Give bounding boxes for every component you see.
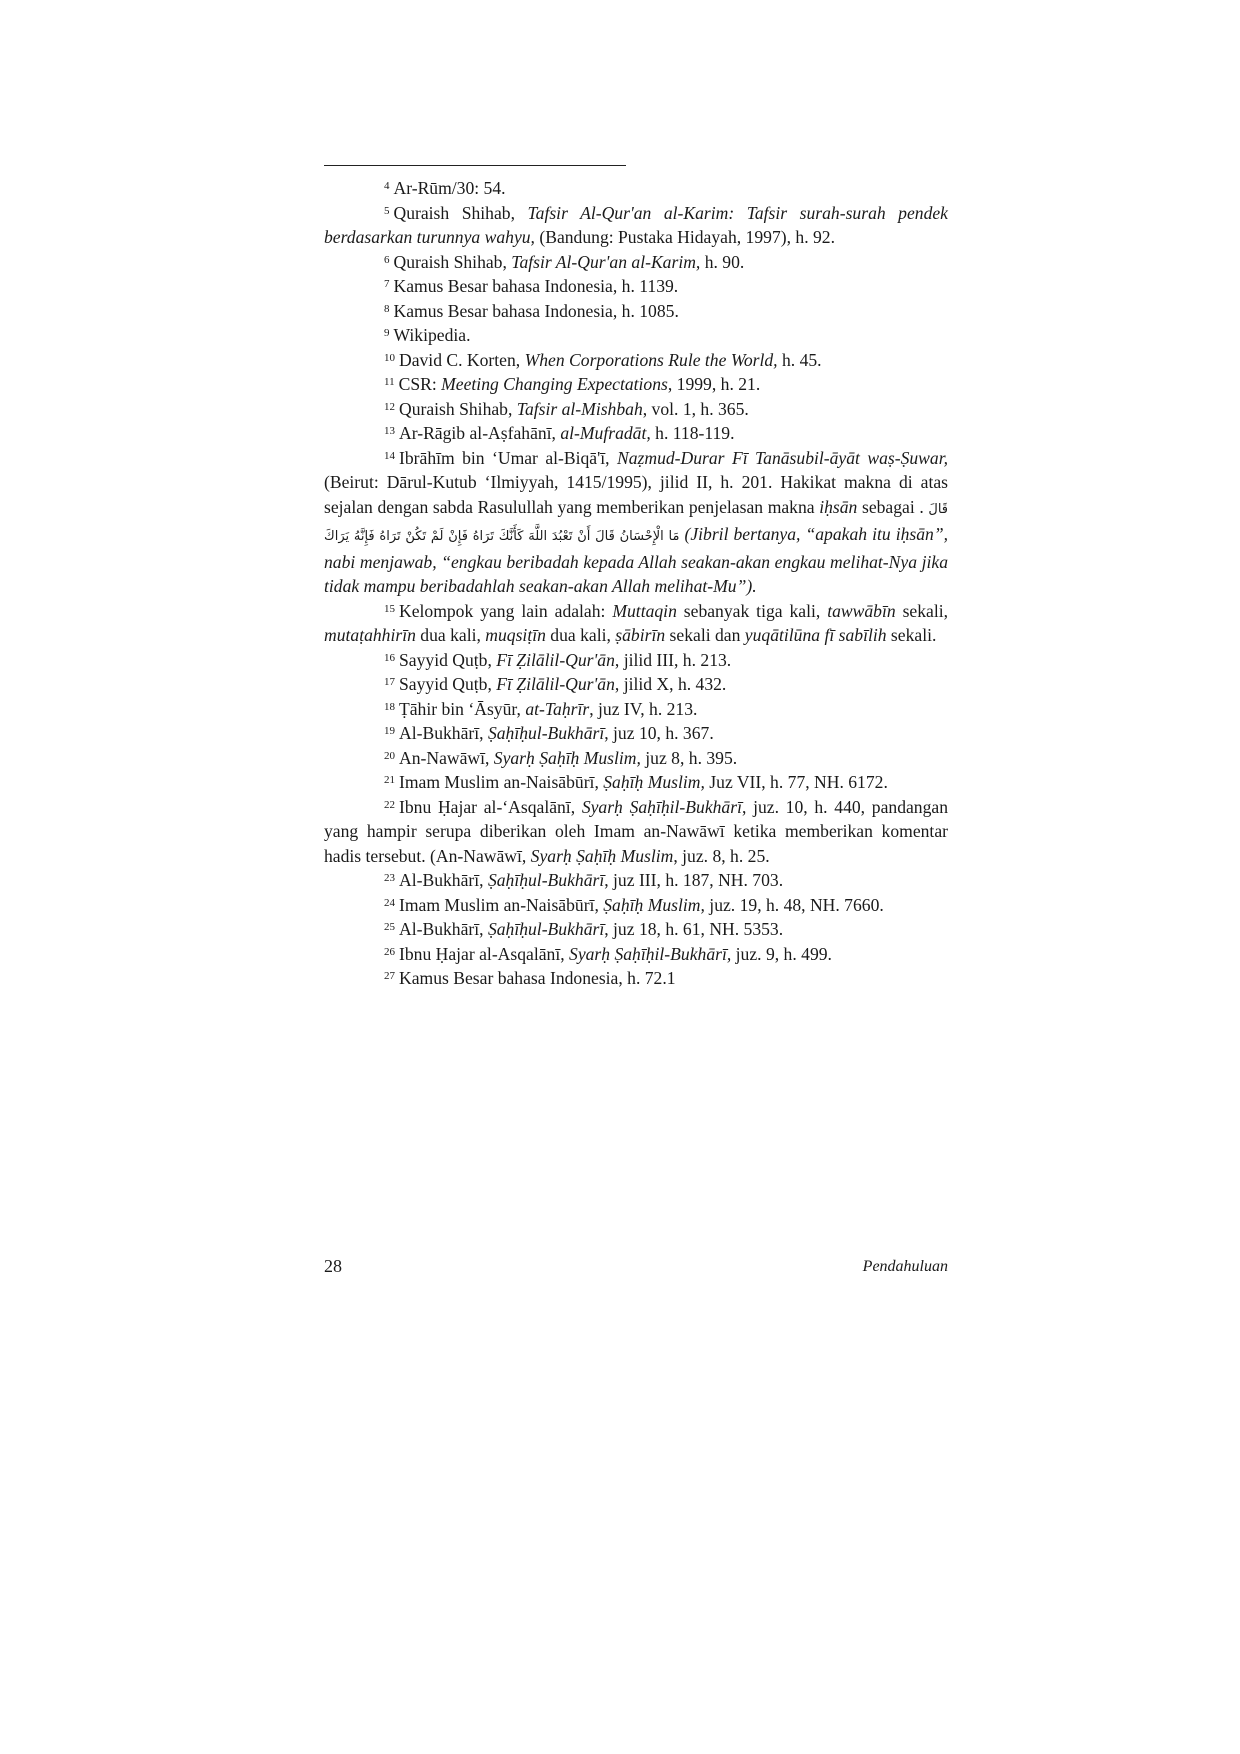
footnote-12: $^{12}$ Quraish Shihab, Tafsir al-Mishbah, vol. 1, h. 365. [384, 398, 749, 419]
footnote-16: $^{16}$ Sayyid Quṭb, Fī Ẓilālil-Qur'ān, jilid III, h. 213. [384, 649, 732, 670]
footnotes-block [324, 176, 948, 991]
footnote-26: $^{26}$ Ibnu Ḥajar al-Asqalānī, Syarḥ Ṣaḥīḥil-Bukhārī, juz. 9, h. 499. [384, 943, 832, 964]
page-number: 28 [324, 1256, 342, 1276]
footnote-22: $^{22}$ Ibnu Ḥajar al-‘Asqalānī, Syarḥ Ṣaḥīḥil-Bukhārī, juz. 10, h. 440, pandangan yang hampir serupa diberikan oleh Imam an-Nawāwī ketika memberikan komentar hadis tersebut. (An-Nawāwī, Syarḥ Ṣaḥīḥ Muslim, juz. 8, h. 25. [324, 796, 948, 866]
footnote-7: $^7$ Kamus Besar bahasa Indonesia, h. 1139. [384, 276, 679, 296]
footnote-9: $^9$ Wikipedia. [384, 325, 471, 345]
footnote-5: $^5$ Quraish Shihab, Tafsir Al-Qur'an al-Karim: Tafsir surah-surah pendek berdasarkan turunnya wahyu, (Bandung: Pustaka Hidayah, 1997), h. 92. [324, 202, 948, 247]
footnote-11: $^{11}$ CSR: Meeting Changing Expectations, 1999, h. 21. [384, 374, 761, 394]
footnote-24: $^{24}$ Imam Muslim an-Naisābūrī, Ṣaḥīḥ Muslim, juz. 19, h. 48, NH. 7660. [384, 894, 884, 915]
running-title: Pendahuluan [862, 1258, 948, 1275]
footnote-18: $^{18}$ Ṭāhir bin ‘Āsyūr, at-Taḥrīr, juz IV, h. 213. [384, 698, 698, 719]
footnote-23: $^{23}$ Al-Bukhārī, Ṣaḥīḥul-Bukhārī, juz III, h. 187, NH. 703. [384, 870, 784, 890]
arabic-hadith-quote: قَالَ مَا الْإِحْسَانُ قَالَ أَنْ تَعْبُدَ اللَّهَ كَأَنَّكَ تَرَاهُ فَإِنْ لَمْ تَكُنْ تَرَاهُ فَإِنَّهُ يَرَاكَ [324, 501, 948, 544]
footnote-8: $^8$ Kamus Besar bahasa Indonesia, h. 1085. [384, 300, 679, 321]
footnote-15: $^{15}$ Kelompok yang lain adalah: Muttaqin sebanyak tiga kali, tawwābīn sekali, mutaṭahhirīn dua kali, muqsiṭīn dua kali, ṣābirīn sekali dan yuqātilūna fī sabīlih sekali. [324, 600, 949, 645]
footnote-27: $^{27}$ Kamus Besar bahasa Indonesia, h. 72.1 [384, 968, 676, 988]
footnote-4: $^4$ Ar-Rūm/30: 54. [384, 178, 506, 198]
footnote-13: $^{13}$ Ar-Rāgib al-Aṣfahānī, al-Mufradāt, h. 118-119. [384, 423, 735, 443]
footnote-19: $^{19}$ Al-Bukhārī, Ṣaḥīḥul-Bukhārī, juz 10, h. 367. [384, 723, 714, 743]
footnote-separator [324, 165, 626, 166]
footnote-10: $^{10}$ David C. Korten, When Corporations Rule the World, h. 45. [384, 349, 822, 370]
footnote-14: $^{14}$ Ibrāhīm bin ‘Umar al-Biqā'ī, Naẓmud-Durar Fī Tanāsubil-āyāt waṣ-Ṣuwar, (Beirut: Dārul-Kutub ‘Ilmiyyah, 1415/1995), jilid II, h. 201. Hakikat makna di atas sejalan dengan sabda Rasulullah yang memberikan penjelasan makna iḥsān sebagai . قَالَ مَا الْإِحْسَانُ قَالَ أَنْ تَعْبُدَ اللَّهَ كَأَنَّكَ تَرَاهُ فَإِنْ لَمْ تَكُنْ تَرَاهُ فَإِنَّهُ يَرَاكَ (Jibril bertanya, “apakah itu iḥsān”, nabi menjawab, “engkau beribadah kepada Allah seakan-akan engkau melihat-Nya jika tidak mampu beribadahlah seakan-akan Allah melihat-Mu”). [324, 447, 949, 596]
footnote-21: $^{21}$ Imam Muslim an-Naisābūrī, Ṣaḥīḥ Muslim, Juz VII, h. 77, NH. 6172. [384, 772, 888, 792]
footnote-6: $^6$ Quraish Shihab, Tafsir Al-Qur'an al-Karim, h. 90. [384, 251, 745, 272]
footnote-20: $^{20}$ An-Nawāwī, Syarḥ Ṣaḥīḥ Muslim, juz 8, h. 395. [384, 747, 738, 768]
footnote-17: $^{17}$ Sayyid Quṭb, Fī Ẓilālil-Qur'ān, jilid X, h. 432. [384, 674, 727, 694]
footnote-25: $^{25}$ Al-Bukhārī, Ṣaḥīḥul-Bukhārī, juz 18, h. 61, NH. 5353. [384, 919, 784, 939]
